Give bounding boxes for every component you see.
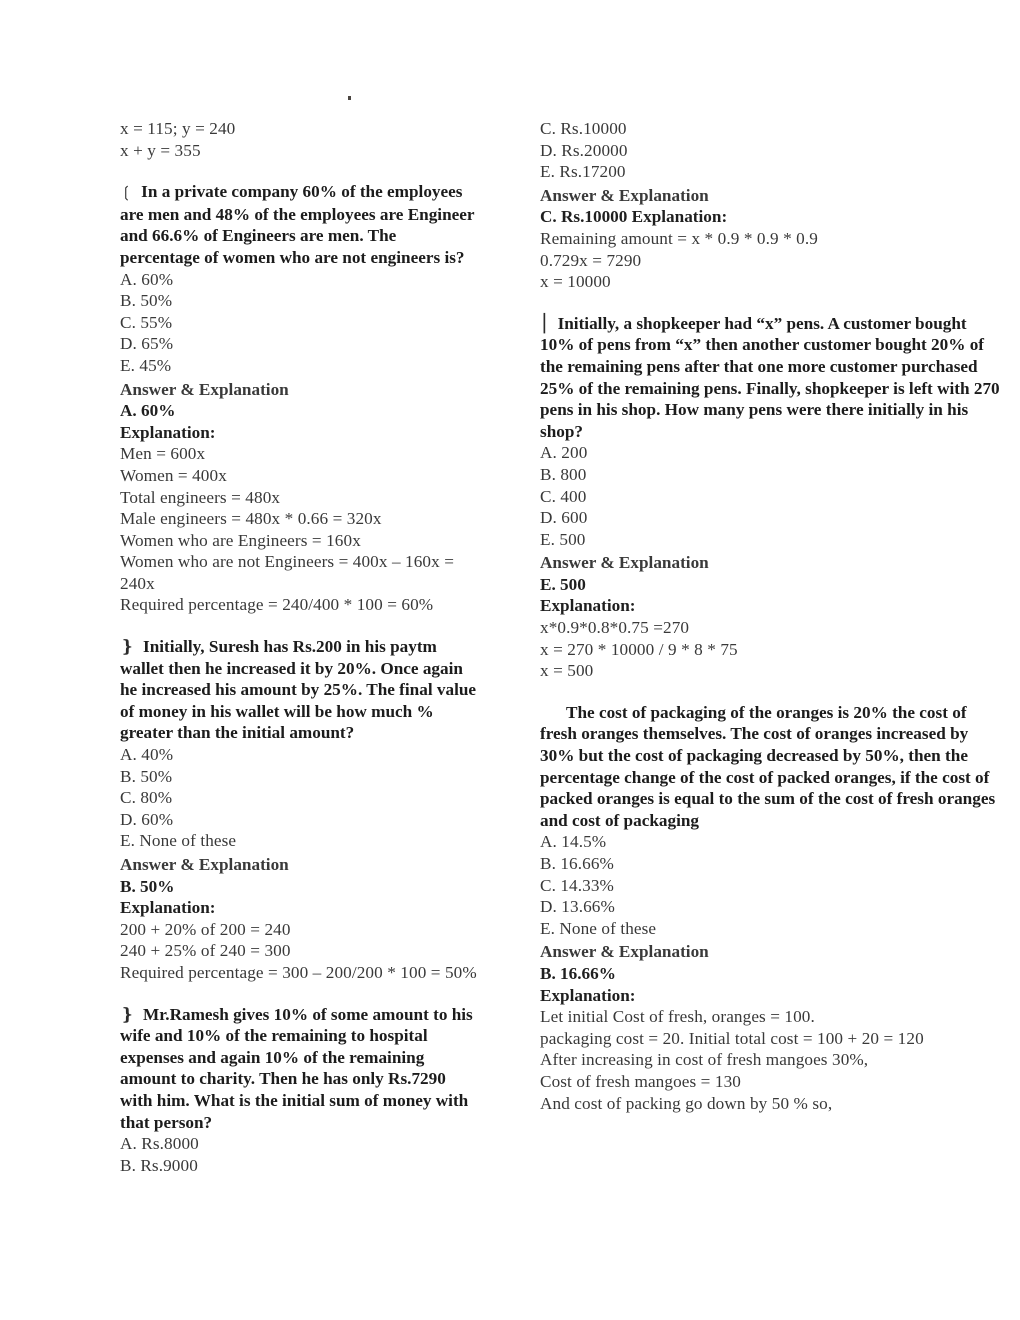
question-text: ⎮ Initially, a shopkeeper had “x” pens. A customer bought 10% of pens from “x” then another customer bought 20% of the remaining pens after that one more customer purchased 25% of the remaining pens. Finally, shopkeeper is left with 270 pens in his shop. How many pens were there initially in his shop? bbox=[540, 313, 1000, 441]
equation-line: x + y = 355 bbox=[120, 140, 201, 160]
option-item[interactable]: A. 14.5% bbox=[540, 832, 607, 852]
explanation-line: 240 + 25% of 240 = 300 bbox=[120, 941, 291, 961]
option-item[interactable]: D. 65% bbox=[120, 334, 174, 354]
option-item[interactable]: B. 16.66% bbox=[540, 854, 614, 873]
explanation-line: And cost of packing go down by 50 % so, bbox=[540, 1093, 833, 1113]
equation-line: x = 115; y = 240 bbox=[120, 119, 236, 138]
option-item[interactable]: B. 50% bbox=[120, 766, 173, 786]
option-item[interactable]: B. Rs.9000 bbox=[120, 1155, 198, 1175]
option-item[interactable]: C. 55% bbox=[120, 312, 173, 332]
answer-value: E. 500 bbox=[540, 574, 586, 594]
question-block bbox=[540, 702, 1000, 1114]
question-block bbox=[120, 636, 480, 984]
option-item[interactable]: E. Rs.17200 bbox=[540, 162, 626, 182]
option-item[interactable]: E. None of these bbox=[120, 831, 237, 851]
option-item[interactable]: A. 40% bbox=[120, 745, 174, 765]
answer-explanation-heading: Answer & Explanation bbox=[540, 553, 709, 573]
answer-explanation-heading: Answer & Explanation bbox=[120, 855, 289, 874]
option-item[interactable]: D. 60% bbox=[120, 809, 174, 829]
explanation-line: After increasing in cost of fresh mangoes 30%, bbox=[540, 1050, 869, 1070]
question-block bbox=[120, 181, 480, 616]
explanation-heading: Explanation: bbox=[120, 422, 216, 442]
option-item[interactable]: B. 50% bbox=[120, 291, 173, 311]
question-block bbox=[540, 313, 1000, 682]
continued-answer-group bbox=[540, 183, 1000, 293]
explanation-line: 200 + 20% of 200 = 240 bbox=[120, 919, 291, 939]
explanation-line: Women who are not Engineers = 400x – 160x = 240x bbox=[120, 552, 459, 593]
question-text: The cost of packaging of the oranges is 20% the cost of fresh oranges themselves. The cost of oranges increased by 30% but the cost of packaging decreased by 50%, then the percentage change of the cost of packed oranges, if the cost of packed oranges is equal to the sum of the cost of fresh oranges and cost of packaging bbox=[540, 702, 996, 830]
explanation-line: 0.729x = 7290 bbox=[540, 250, 642, 270]
option-item[interactable]: E. 45% bbox=[120, 355, 172, 375]
answer-explanation-heading: Answer & Explanation bbox=[120, 379, 289, 399]
explanation-line: Total engineers = 480x bbox=[120, 487, 281, 507]
explanation-line: Required percentage = 240/400 * 100 = 60% bbox=[120, 595, 434, 615]
option-item[interactable]: D. 13.66% bbox=[540, 897, 615, 917]
two-column-body bbox=[0, 118, 1020, 1176]
continued-equations bbox=[120, 118, 480, 161]
question-text: ❵ Mr.Ramesh gives 10% of some amount to his wife and 10% of the remaining to hospital expenses and again 10% of the remaining amount to charity. Then he has only Rs.7290 with him. What is the initial sum of money with that person? bbox=[120, 1004, 473, 1132]
list-bullet-icon: ❲ bbox=[120, 184, 133, 202]
explanation-line: Women who are Engineers = 160x bbox=[120, 530, 361, 550]
question-text: ❵ Initially, Suresh has Rs.200 in his paytm wallet then he increased it by 20%. Once again he increased his amount by 25%. The final value of money in his wallet will be how much % greater than the initial amount? bbox=[120, 637, 477, 743]
option-item[interactable]: C. 14.33% bbox=[540, 875, 614, 895]
list-bullet-icon: ❵ bbox=[120, 637, 135, 657]
answer-explanation-heading: Answer & Explanation bbox=[540, 942, 709, 962]
explanation-line: x*0.9*0.8*0.75 =270 bbox=[540, 618, 690, 638]
option-item[interactable]: A. 200 bbox=[540, 443, 588, 463]
explanation-line: x = 270 * 10000 / 9 * 8 * 75 bbox=[540, 639, 738, 659]
answer-value: B. 16.66% bbox=[540, 963, 616, 983]
explanation-line: Cost of fresh mangoes = 130 bbox=[540, 1071, 741, 1091]
left-column bbox=[0, 118, 500, 1176]
option-item[interactable]: D. Rs.20000 bbox=[540, 140, 628, 160]
option-item[interactable]: E. 500 bbox=[540, 529, 586, 549]
answer-value: B. 50% bbox=[120, 876, 175, 896]
explanation-heading: Explanation: bbox=[540, 596, 636, 616]
question-text: ❲ In a private company 60% of the employees are men and 48% of the employees are Engineer and 66.6% of Engineers are men. The percentage of women who are not engineers is? bbox=[120, 182, 475, 267]
explanation-line: Male engineers = 480x * 0.66 = 320x bbox=[120, 509, 382, 529]
option-item[interactable]: A. 60% bbox=[120, 269, 174, 289]
explanation-line: Required percentage = 300 – 200/200 * 100 = 50% bbox=[120, 962, 477, 982]
explanation-line: Remaining amount = x * 0.9 * 0.9 * 0.9 bbox=[540, 228, 818, 248]
option-item[interactable]: C. 80% bbox=[120, 788, 173, 808]
answer-explanation-heading: Answer & Explanation bbox=[540, 185, 709, 205]
explanation-line: Let initial Cost of fresh, oranges = 100. bbox=[540, 1007, 815, 1027]
option-item[interactable]: E. None of these bbox=[540, 918, 657, 938]
option-item[interactable]: C. 400 bbox=[540, 486, 587, 506]
list-bullet-icon: ❵ bbox=[120, 1004, 135, 1024]
explanation-line: x = 500 bbox=[540, 661, 594, 681]
option-item[interactable]: B. 800 bbox=[540, 464, 587, 484]
answer-value: C. Rs.10000 Explanation: bbox=[540, 207, 728, 227]
explanation-line: Men = 600x bbox=[120, 444, 206, 464]
option-item[interactable]: C. Rs.10000 bbox=[540, 119, 627, 138]
question-block bbox=[120, 1004, 480, 1177]
explanation-heading: Explanation: bbox=[540, 985, 636, 1005]
explanation-line: x = 10000 bbox=[540, 272, 611, 292]
answer-value: A. 60% bbox=[120, 401, 176, 421]
right-column bbox=[500, 118, 1020, 1114]
continued-options-group bbox=[540, 118, 1000, 183]
explanation-line: Women = 400x bbox=[120, 465, 227, 485]
option-item[interactable]: A. Rs.8000 bbox=[120, 1134, 199, 1154]
list-bullet-icon: ⎮ bbox=[540, 313, 549, 333]
option-item[interactable]: D. 600 bbox=[540, 508, 588, 528]
page-top-artifact-dot bbox=[348, 96, 351, 100]
explanation-line: packaging cost = 20. Initial total cost = 100 + 20 = 120 bbox=[540, 1028, 924, 1048]
explanation-heading: Explanation: bbox=[120, 898, 216, 918]
